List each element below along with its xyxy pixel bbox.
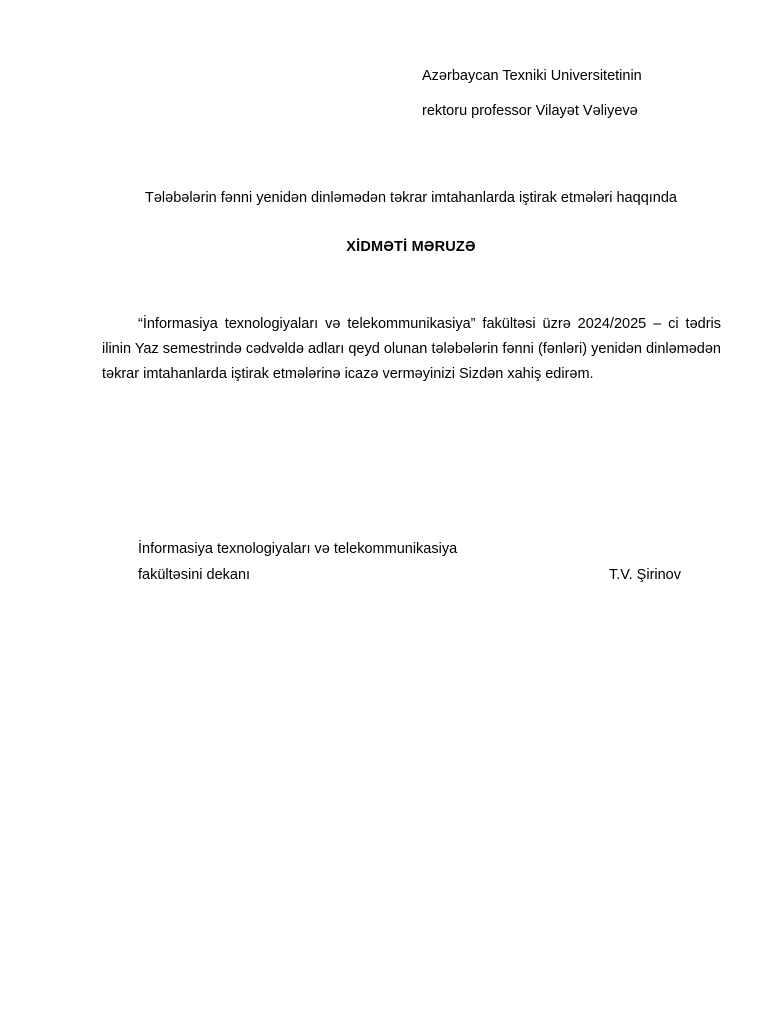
body-paragraph: “İnformasiya texnologiyaları və telekommunikasiya” fakültəsi üzrə 2024/2025 – ci tədris ilinin Yaz semestrində cədvəldə adları qeyd olunan tələbələrin fənni (fənləri) yenidən dinləmədən təkrar imtahanlarda iştirak etmələrinə icazə verməyinizi Sizdən xahiş edirəm. [102,316,721,382]
recipient-line-1: Azərbaycan Texniki Universitetinin [422,68,642,84]
signer-position-line-1: İnformasiya texnologiyaları və telekommunikasiya [138,541,458,557]
document-title: XİDMƏTİ MƏRUZƏ [346,239,476,255]
signer-position-line-2: fakültəsini dekanı [138,567,251,583]
recipient-line-2: rektoru professor Vilayət Vəliyevə [422,103,638,119]
signature-row [138,566,698,584]
signature-block [138,540,698,584]
subject-line: Tələbələrin fənni yenidən dinləmədən təkrar imtahanlarda iştirak etmələri haqqında [145,190,677,206]
signer-name: T.V. Şirinov [609,567,681,583]
recipient-block [422,67,752,120]
